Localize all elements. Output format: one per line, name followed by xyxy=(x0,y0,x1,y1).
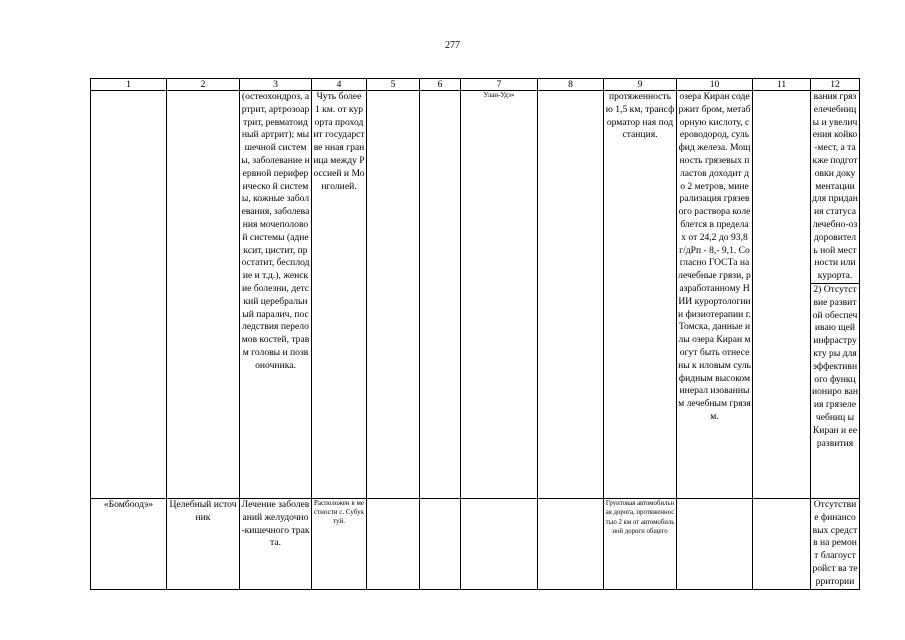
column-header: 2 xyxy=(167,79,240,91)
table-row xyxy=(91,499,860,590)
column-header: 6 xyxy=(420,79,461,91)
cell-col5 xyxy=(367,499,420,590)
cell-name: «Бомбоодэ» xyxy=(91,499,167,590)
column-header: 1 xyxy=(91,79,167,91)
cell-problems: Отсутствие финансовых средств на ремонт благоустройст ва территории xyxy=(811,499,860,590)
cell-col11 xyxy=(753,91,811,499)
cell-location: Чуть более 1 км. от курорта проходит государстве нная граница между Россией и Монголией. xyxy=(312,91,367,499)
cell-characteristics: озера Киран содержит бром, метаборную кислоту, сероводород, сульфид железа. Мощность грязевых пластов доходит до 2 метров, минерализация грязевого раствора колеблется в пределах от 24,2 до 93,8 г/дРп - 8,- 9,1. Согласно ГОСТа на лечебные грязи, разработанному НИИ курортологии и физиотерапии г. Томска, данные илы озера Киран могут быть отнесены к иловым сульфидным высокоминерал изованным лечебным грязям. xyxy=(677,91,753,499)
column-header: 5 xyxy=(367,79,420,91)
column-header: 11 xyxy=(753,79,811,91)
table-row xyxy=(91,91,860,499)
column-header: 8 xyxy=(538,79,604,91)
cell-col11 xyxy=(753,499,811,590)
column-number-row xyxy=(91,79,860,91)
cell-col7: Улан-Удэ» xyxy=(461,91,538,499)
cell-type: Целебный источник xyxy=(167,499,240,590)
column-header: 10 xyxy=(677,79,753,91)
cell-indications: (остеохондроз, артрит, артрозоартрит, ревматоидный артрит); мышечной системы, заболевание нервной периферическо й системы, кожные заболевания, заболевания мочеполовой системы (аднексит, цистит, простатит, бесплодие и т.д.), женские болезни, детский церебральный паралич, последствия переломов костей, травм головы и позвоночника. xyxy=(240,91,312,499)
cell-col6 xyxy=(420,91,461,499)
cell-problems xyxy=(811,91,860,499)
cell-col8 xyxy=(538,91,604,499)
column-header: 12 xyxy=(811,79,860,91)
cell-col8 xyxy=(538,499,604,590)
column-header: 4 xyxy=(312,79,367,91)
column-header: 3 xyxy=(240,79,312,91)
cell-col7 xyxy=(461,499,538,590)
document-table xyxy=(90,78,860,590)
column-header: 7 xyxy=(461,79,538,91)
page-number: 277 xyxy=(445,40,460,51)
cell-col6 xyxy=(420,499,461,590)
column-header: 9 xyxy=(604,79,677,91)
cell-col5 xyxy=(367,91,420,499)
cell-name xyxy=(91,91,167,499)
cell-characteristics xyxy=(677,499,753,590)
cell-location: Расположен в местности с. Субуктуй. xyxy=(312,499,367,590)
cell-type xyxy=(167,91,240,499)
problems-part-1: вания грязелечебниц ы и увеличения койко-мест, а также подготовки документации для придания статуса лечебно-оздоровитель ной местности или курорта. xyxy=(812,91,858,282)
cell-infrastructure: протяженность ю 1,5 км, трансформатор ная подстанция. xyxy=(604,91,677,499)
cell-infrastructure: Грунтовая автомобильная дорога, протяженностью 2 км от автомобильной дороги общего xyxy=(604,499,677,590)
cell-indications: Лечение заболеваний желудочно-кишечного тракта. xyxy=(240,499,312,590)
problems-part-2: 2) Отсутствие развитой обеспечиваю щей инфраструкту ры для эффективного функциониро вания грязелечебниц ы Киран и ее развития xyxy=(812,283,858,449)
